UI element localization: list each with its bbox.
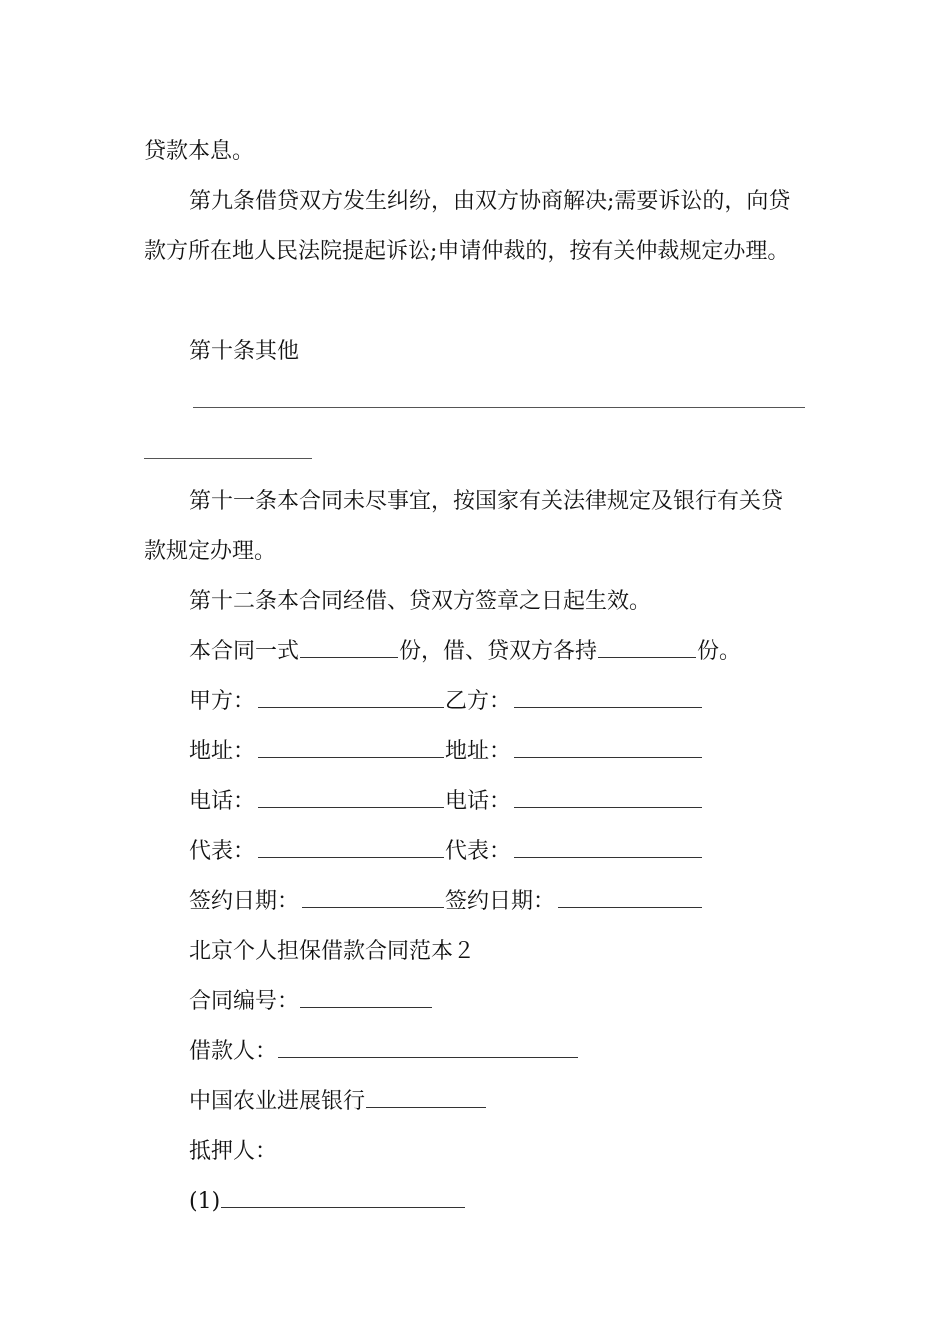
template-2-title: 北京个人担保借款合同范本２ <box>189 939 476 964</box>
signing-date-a-label: 签约日期： <box>189 889 300 914</box>
address-a-label: 地址： <box>189 739 256 764</box>
borrower-line <box>189 1037 579 1067</box>
phone-a-blank <box>258 789 444 808</box>
bank-line <box>189 1087 487 1117</box>
article-9-line-1: 第九条借贷双方发生纠纷，由双方协商解决;需要诉讼的，向贷 <box>189 189 791 214</box>
party-a-label: 甲方： <box>189 689 256 714</box>
contract-number-label: 合同编号： <box>189 989 300 1014</box>
article-10-heading: 第十条其他 <box>189 339 300 364</box>
article-11-line-2: 款规定办理。 <box>144 539 277 564</box>
representative-a-blank <box>258 839 444 858</box>
party-b-blank <box>514 689 702 708</box>
article-12: 第十二条本合同经借、贷双方签章之日起生效。 <box>189 589 652 614</box>
party-a-blank <box>258 689 444 708</box>
signing-date-a-blank <box>302 889 444 908</box>
phone-b-blank <box>514 789 702 808</box>
fill-in-line <box>144 458 312 459</box>
address-a-blank <box>258 739 444 758</box>
loan-interest-text: 贷款本息。 <box>144 139 255 164</box>
phone-a-label: 电话： <box>189 789 256 814</box>
copies-line: 本合同一式 份，借、贷双方各持 份。 <box>189 639 742 664</box>
borrower-label: 借款人： <box>189 1039 278 1064</box>
contract-number-line <box>189 987 433 1017</box>
phone-b-label: 电话： <box>445 789 512 814</box>
mortgagor-1-blank <box>221 1189 465 1208</box>
mortgagor-item-1 <box>189 1187 466 1217</box>
copies-blank <box>300 639 398 658</box>
party-b-label: 乙方： <box>445 689 512 714</box>
representative-b-label: 代表： <box>445 839 512 864</box>
borrower-blank <box>278 1039 578 1058</box>
text-line <box>144 137 254 167</box>
item-number: (1) <box>189 1189 221 1214</box>
mortgagor-label: 抵押人： <box>189 1139 278 1164</box>
article-9-line-2: 款方所在地人民法院提起诉讼;申请仲裁的，按有关仲裁规定办理。 <box>144 239 790 264</box>
signing-date-b-label: 签约日期： <box>445 889 556 914</box>
representative-a-label: 代表： <box>189 839 256 864</box>
address-b-blank <box>514 739 702 758</box>
signing-date-b-blank <box>558 889 702 908</box>
contract-number-blank <box>300 989 432 1008</box>
article-11-line-1: 第十一条本合同未尽事宜，按国家有关法律规定及银行有关贷 <box>189 489 784 514</box>
address-b-label: 地址： <box>445 739 512 764</box>
bank-blank <box>366 1089 486 1108</box>
copies-each-blank <box>598 639 696 658</box>
representative-b-blank <box>514 839 702 858</box>
bank-label: 中国农业进展银行 <box>189 1089 366 1114</box>
fill-in-line <box>193 407 805 408</box>
mortgagor-line <box>189 1137 277 1167</box>
